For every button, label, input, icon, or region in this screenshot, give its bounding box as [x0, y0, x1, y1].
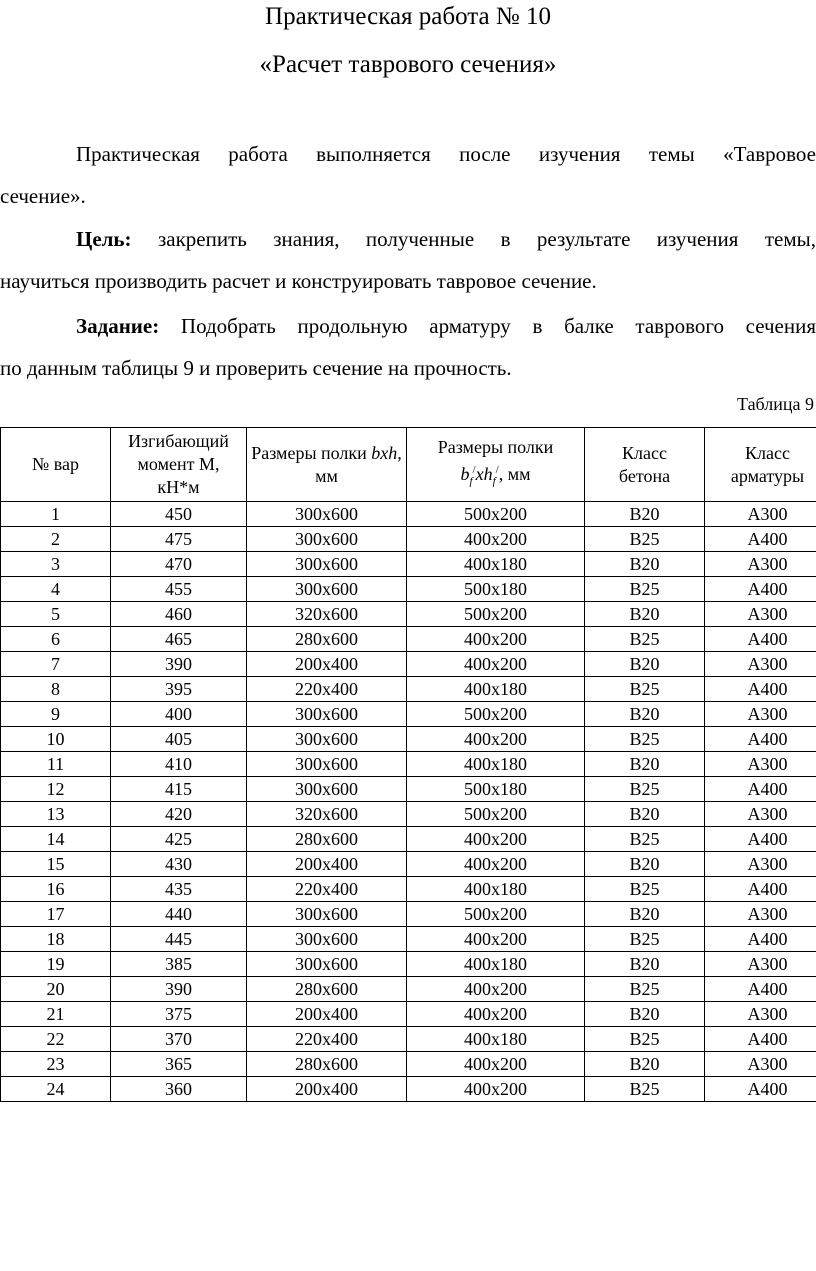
cell-concrete-class: В20 [585, 702, 705, 727]
cell-variant: 24 [1, 1077, 111, 1102]
cell-flange-size: 400x200 [407, 852, 585, 877]
cell-variant: 6 [1, 627, 111, 652]
cell-web-size: 220x400 [247, 877, 407, 902]
cell-flange-size: 500x180 [407, 777, 585, 802]
cell-flange-size: 400x180 [407, 752, 585, 777]
cell-concrete-class: В25 [585, 577, 705, 602]
intro-paragraph [0, 133, 816, 217]
cell-moment: 360 [111, 1077, 247, 1102]
table-row [1, 902, 816, 927]
cell-rebar-class: А300 [705, 1002, 816, 1027]
cell-variant: 5 [1, 602, 111, 627]
page-title: Практическая работа № 10 [265, 3, 551, 30]
cell-web-size: 300x600 [247, 752, 407, 777]
cell-web-size: 200x400 [247, 852, 407, 877]
cell-moment: 395 [111, 677, 247, 702]
cell-web-size: 220x400 [247, 1027, 407, 1052]
cell-moment: 470 [111, 552, 247, 577]
cell-moment: 455 [111, 577, 247, 602]
table-row [1, 1027, 816, 1052]
cell-web-size: 280x600 [247, 1052, 407, 1077]
cell-rebar-class: А400 [705, 527, 816, 552]
cell-rebar-class: А300 [705, 902, 816, 927]
cell-moment: 405 [111, 727, 247, 752]
cell-rebar-class: А300 [705, 1052, 816, 1077]
cell-concrete-class: В25 [585, 977, 705, 1002]
cell-concrete-class: В20 [585, 752, 705, 777]
cell-moment: 415 [111, 777, 247, 802]
cell-flange-size: 400x180 [407, 1027, 585, 1052]
cell-concrete-class: В20 [585, 952, 705, 977]
cell-concrete-class: В20 [585, 1002, 705, 1027]
cell-rebar-class: А400 [705, 927, 816, 952]
cell-concrete-class: В20 [585, 552, 705, 577]
cell-moment: 370 [111, 1027, 247, 1052]
cell-web-size: 320x600 [247, 602, 407, 627]
header-flange-size: Размеры полки $b_f^/xh_f^/$, мм [407, 428, 585, 502]
task-line-1 [0, 305, 816, 347]
cell-web-size: 300x600 [247, 727, 407, 752]
cell-moment: 385 [111, 952, 247, 977]
cell-web-size: 280x600 [247, 627, 407, 652]
cell-web-size: 300x600 [247, 552, 407, 577]
cell-variant: 19 [1, 952, 111, 977]
page-subtitle: «Расчет таврового сечения» [259, 51, 557, 78]
cell-variant: 21 [1, 1002, 111, 1027]
task-text-1: Подобрать продольную арматуру в балке таврового сечения [180, 314, 816, 338]
cell-web-size: 280x600 [247, 827, 407, 852]
cell-concrete-class: В25 [585, 827, 705, 852]
cell-variant: 22 [1, 1027, 111, 1052]
cell-rebar-class: А400 [705, 627, 816, 652]
cell-web-size: 280x600 [247, 977, 407, 1002]
goal-text-1: закрепить знания, полученные в результате изучения темы, [157, 227, 816, 251]
cell-variant: 7 [1, 652, 111, 677]
cell-flange-size: 500x200 [407, 902, 585, 927]
table-row [1, 727, 816, 752]
cell-flange-size: 500x200 [407, 602, 585, 627]
cell-rebar-class: А300 [705, 552, 816, 577]
cell-flange-size: 400x200 [407, 727, 585, 752]
cell-flange-size: 400x180 [407, 877, 585, 902]
table-row [1, 752, 816, 777]
table-row [1, 502, 816, 527]
cell-rebar-class: А400 [705, 827, 816, 852]
cell-variant: 15 [1, 852, 111, 877]
intro-line-2: сечение». [0, 184, 86, 208]
cell-flange-size: 400x200 [407, 627, 585, 652]
cell-variant: 10 [1, 727, 111, 752]
cell-flange-size: 500x180 [407, 577, 585, 602]
cell-flange-size: 400x180 [407, 952, 585, 977]
cell-moment: 425 [111, 827, 247, 852]
cell-flange-size: 400x200 [407, 1077, 585, 1102]
cell-flange-size: 500x200 [407, 502, 585, 527]
cell-flange-size: 400x180 [407, 552, 585, 577]
cell-rebar-class: А300 [705, 652, 816, 677]
cell-moment: 420 [111, 802, 247, 827]
cell-moment: 445 [111, 927, 247, 952]
header-variant: № вар [1, 428, 111, 502]
goal-line-2: научиться производить расчет и конструировать тавровое сечение. [0, 269, 597, 293]
cell-rebar-class: А400 [705, 727, 816, 752]
header-web-size: Размеры полки bxh, мм [247, 428, 407, 502]
header-concrete-class: Класс бетона [585, 428, 705, 502]
cell-web-size: 300x600 [247, 502, 407, 527]
table-row [1, 577, 816, 602]
table-row [1, 1052, 816, 1077]
cell-variant: 9 [1, 702, 111, 727]
cell-variant: 17 [1, 902, 111, 927]
cell-rebar-class: А300 [705, 702, 816, 727]
cell-variant: 11 [1, 752, 111, 777]
cell-concrete-class: В25 [585, 527, 705, 552]
cell-rebar-class: А300 [705, 602, 816, 627]
cell-moment: 390 [111, 977, 247, 1002]
cell-moment: 440 [111, 902, 247, 927]
cell-concrete-class: В25 [585, 877, 705, 902]
table-header-row [1, 428, 816, 502]
cell-flange-size: 400x200 [407, 827, 585, 852]
cell-rebar-class: А400 [705, 677, 816, 702]
cell-moment: 465 [111, 627, 247, 652]
table-row [1, 852, 816, 877]
cell-variant: 1 [1, 502, 111, 527]
table-row [1, 677, 816, 702]
table-row [1, 977, 816, 1002]
table-row [1, 1002, 816, 1027]
cell-web-size: 300x600 [247, 527, 407, 552]
variants-table [0, 427, 816, 1102]
cell-moment: 460 [111, 602, 247, 627]
header-rebar-class: Класс арматуры [705, 428, 816, 502]
cell-rebar-class: А400 [705, 977, 816, 1002]
cell-moment: 390 [111, 652, 247, 677]
cell-concrete-class: В20 [585, 602, 705, 627]
task-label: Задание: [76, 314, 160, 338]
cell-moment: 435 [111, 877, 247, 902]
cell-web-size: 220x400 [247, 677, 407, 702]
cell-web-size: 200x400 [247, 1077, 407, 1102]
cell-concrete-class: В20 [585, 652, 705, 677]
cell-concrete-class: В20 [585, 802, 705, 827]
cell-web-size: 300x600 [247, 927, 407, 952]
cell-flange-size: 500x200 [407, 802, 585, 827]
table-body [1, 502, 816, 1102]
table-row [1, 627, 816, 652]
cell-web-size: 200x400 [247, 652, 407, 677]
cell-flange-size: 400x180 [407, 677, 585, 702]
cell-variant: 2 [1, 527, 111, 552]
cell-rebar-class: А400 [705, 877, 816, 902]
cell-variant: 12 [1, 777, 111, 802]
cell-web-size: 300x600 [247, 902, 407, 927]
cell-concrete-class: В25 [585, 677, 705, 702]
task-paragraph [0, 305, 816, 389]
table-row [1, 702, 816, 727]
cell-moment: 430 [111, 852, 247, 877]
cell-variant: 13 [1, 802, 111, 827]
cell-variant: 20 [1, 977, 111, 1002]
table-row [1, 777, 816, 802]
cell-rebar-class: А300 [705, 802, 816, 827]
cell-moment: 400 [111, 702, 247, 727]
cell-moment: 450 [111, 502, 247, 527]
table-caption: Таблица 9 [737, 394, 814, 414]
cell-variant: 8 [1, 677, 111, 702]
cell-concrete-class: В25 [585, 727, 705, 752]
table-row [1, 552, 816, 577]
cell-web-size: 300x600 [247, 702, 407, 727]
task-line-2: по данным таблицы 9 и проверить сечение на прочность. [0, 356, 512, 380]
cell-rebar-class: А300 [705, 952, 816, 977]
cell-flange-size: 400x200 [407, 527, 585, 552]
cell-flange-size: 400x200 [407, 977, 585, 1002]
cell-moment: 410 [111, 752, 247, 777]
cell-concrete-class: В25 [585, 1027, 705, 1052]
cell-variant: 23 [1, 1052, 111, 1077]
goal-label: Цель: [76, 227, 132, 251]
cell-moment: 475 [111, 527, 247, 552]
header-moment: Изгибающий момент М, кН*м [111, 428, 247, 502]
intro-line-1: Практическая работа выполняется после изучения темы «Тавровое [76, 142, 816, 166]
cell-concrete-class: В20 [585, 852, 705, 877]
cell-rebar-class: А400 [705, 577, 816, 602]
cell-rebar-class: А400 [705, 777, 816, 802]
cell-web-size: 300x600 [247, 777, 407, 802]
table-row [1, 827, 816, 852]
cell-flange-size: 400x200 [407, 652, 585, 677]
cell-flange-size: 500x200 [407, 702, 585, 727]
cell-rebar-class: А300 [705, 752, 816, 777]
table-row [1, 952, 816, 977]
cell-flange-size: 400x200 [407, 1002, 585, 1027]
cell-moment: 375 [111, 1002, 247, 1027]
cell-concrete-class: В20 [585, 902, 705, 927]
cell-concrete-class: В25 [585, 627, 705, 652]
cell-variant: 16 [1, 877, 111, 902]
goal-line-1 [0, 218, 816, 260]
cell-concrete-class: В25 [585, 927, 705, 952]
cell-moment: 365 [111, 1052, 247, 1077]
table-row [1, 802, 816, 827]
goal-paragraph [0, 218, 816, 302]
table-row [1, 877, 816, 902]
cell-rebar-class: А300 [705, 852, 816, 877]
cell-flange-size: 400x200 [407, 927, 585, 952]
cell-flange-size: 400x200 [407, 1052, 585, 1077]
table-row [1, 652, 816, 677]
table-row [1, 1077, 816, 1102]
cell-concrete-class: В25 [585, 777, 705, 802]
cell-web-size: 300x600 [247, 952, 407, 977]
cell-variant: 18 [1, 927, 111, 952]
cell-concrete-class: В25 [585, 1077, 705, 1102]
table-row [1, 927, 816, 952]
cell-web-size: 300x600 [247, 577, 407, 602]
cell-rebar-class: А400 [705, 1027, 816, 1052]
cell-concrete-class: В20 [585, 502, 705, 527]
cell-rebar-class: А400 [705, 1077, 816, 1102]
cell-concrete-class: В20 [585, 1052, 705, 1077]
cell-web-size: 200x400 [247, 1002, 407, 1027]
table-row [1, 602, 816, 627]
cell-rebar-class: А300 [705, 502, 816, 527]
cell-variant: 3 [1, 552, 111, 577]
cell-variant: 14 [1, 827, 111, 852]
cell-web-size: 320x600 [247, 802, 407, 827]
cell-variant: 4 [1, 577, 111, 602]
table-row [1, 527, 816, 552]
